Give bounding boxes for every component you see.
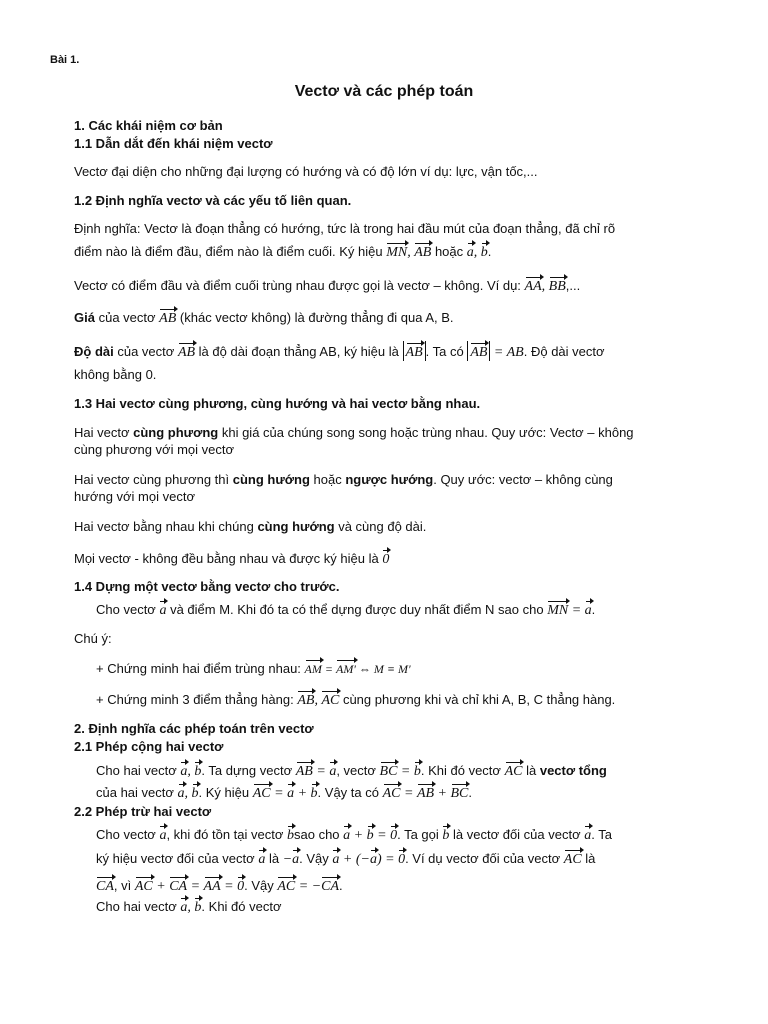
construct-line: Cho vectơ a và điểm M. Khi đó ta có thể dựng được duy nhất điểm N sao cho MN = a. [96, 599, 718, 619]
note-item-1: + Chứng minh hai điểm trùng nhau: AM = AM' ⇔ M ≡ M' [96, 658, 718, 678]
section-heading-2: 2. Định nghĩa các phép toán trên vectơ [74, 721, 314, 736]
subsection-heading-1-1: 1.1 Dẫn dắt đến khái niệm vectơ [74, 136, 273, 151]
note-label: Chú ý: [74, 631, 112, 646]
section-heading-1: 1. Các khái niệm cơ bản [74, 118, 223, 133]
definition-line-2: điểm nào là điểm đầu, điểm nào là điểm cuối. Ký hiệu MN, AB hoặc a, b. [74, 241, 718, 261]
collinear-line-2: cùng phương với mọi vectơ [74, 442, 235, 457]
subtraction-line-2: ký hiệu vectơ đối của vectơ a là −a. Vậy a + (−a) = 0. Ví dụ vectơ đối của vectơ AC là [96, 848, 718, 868]
addition-line-2: của hai vectơ a, b. Ký hiệu AC = a + b. Vậy ta có AC = AB + BC. [96, 782, 718, 802]
subsection-heading-2-2: 2.2 Phép trừ hai vectơ [74, 804, 212, 819]
subsection-heading-1-4: 1.4 Dựng một vectơ bằng vectơ cho trước. [74, 579, 340, 594]
subsection-heading-2-1: 2.1 Phép cộng hai vectơ [74, 739, 224, 754]
addition-line-1: Cho hai vectơ a, b. Ta dựng vectơ AB = a, vectơ BC = b. Khi đó vectơ AC là vectơ tổng [96, 760, 718, 780]
length-line-2: không bằng 0. [74, 367, 157, 382]
page-title: Vectơ và các phép toán [294, 83, 474, 100]
subtraction-line-3: CA, vì AC + CA = AA = 0. Vậy AC = −CA. [96, 875, 718, 895]
zero-vector-line: Vectơ có điểm đầu và điểm cuối trùng nhau được gọi là vectơ – không. Ví dụ: AA, BB,... [74, 275, 718, 295]
direction-line-1: Hai vectơ cùng phương thì cùng hướng hoặc ngược hướng. Quy ước: vectơ – không cùng [74, 472, 613, 487]
direction-line-2: hướng với mọi vectơ [74, 489, 195, 504]
zero-notation-line: Mọi vectơ - không đều bằng nhau và được ký hiệu là 0 [74, 548, 718, 568]
lesson-label: Bài 1. [50, 54, 80, 66]
support-line: Giá của vectơ AB (khác vectơ không) là đường thẳng đi qua A, B. [74, 307, 718, 327]
definition-line-1: Định nghĩa: Vectơ là đoạn thẳng có hướng, tức là trong hai đầu mút của đoạn thẳng, đã chỉ rõ [74, 221, 616, 236]
subtraction-line-4: Cho hai vectơ a, b. Khi đó vectơ [96, 896, 718, 916]
equal-vectors-line: Hai vectơ bằng nhau khi chúng cùng hướng và cùng độ dài. [74, 519, 427, 534]
paragraph-intro: Vectơ đại diện cho những đại lượng có hướng và có độ lớn ví dụ: lực, vận tốc,... [74, 164, 538, 179]
subtraction-line-1: Cho vectơ a, khi đó tồn tại vectơ bsao cho a + b = 0. Ta gọi b là vectơ đối của vectơ a. Ta [96, 824, 718, 844]
subsection-heading-1-2: 1.2 Định nghĩa vectơ và các yếu tố liên quan. [74, 193, 352, 208]
note-item-2: + Chứng minh 3 điểm thẳng hàng: AB, AC cùng phương khi và chỉ khi A, B, C thẳng hàng. [96, 689, 718, 709]
collinear-line-1: Hai vectơ cùng phương khi giá của chúng song song hoặc trùng nhau. Quy ước: Vectơ – không [74, 425, 634, 440]
length-line-1: Độ dài của vectơ AB là độ dài đoạn thẳng AB, ký hiệu là AB . Ta có AB = AB. Độ dài vectơ [74, 341, 718, 361]
subsection-heading-1-3: 1.3 Hai vectơ cùng phương, cùng hướng và hai vectơ bằng nhau. [74, 396, 481, 411]
